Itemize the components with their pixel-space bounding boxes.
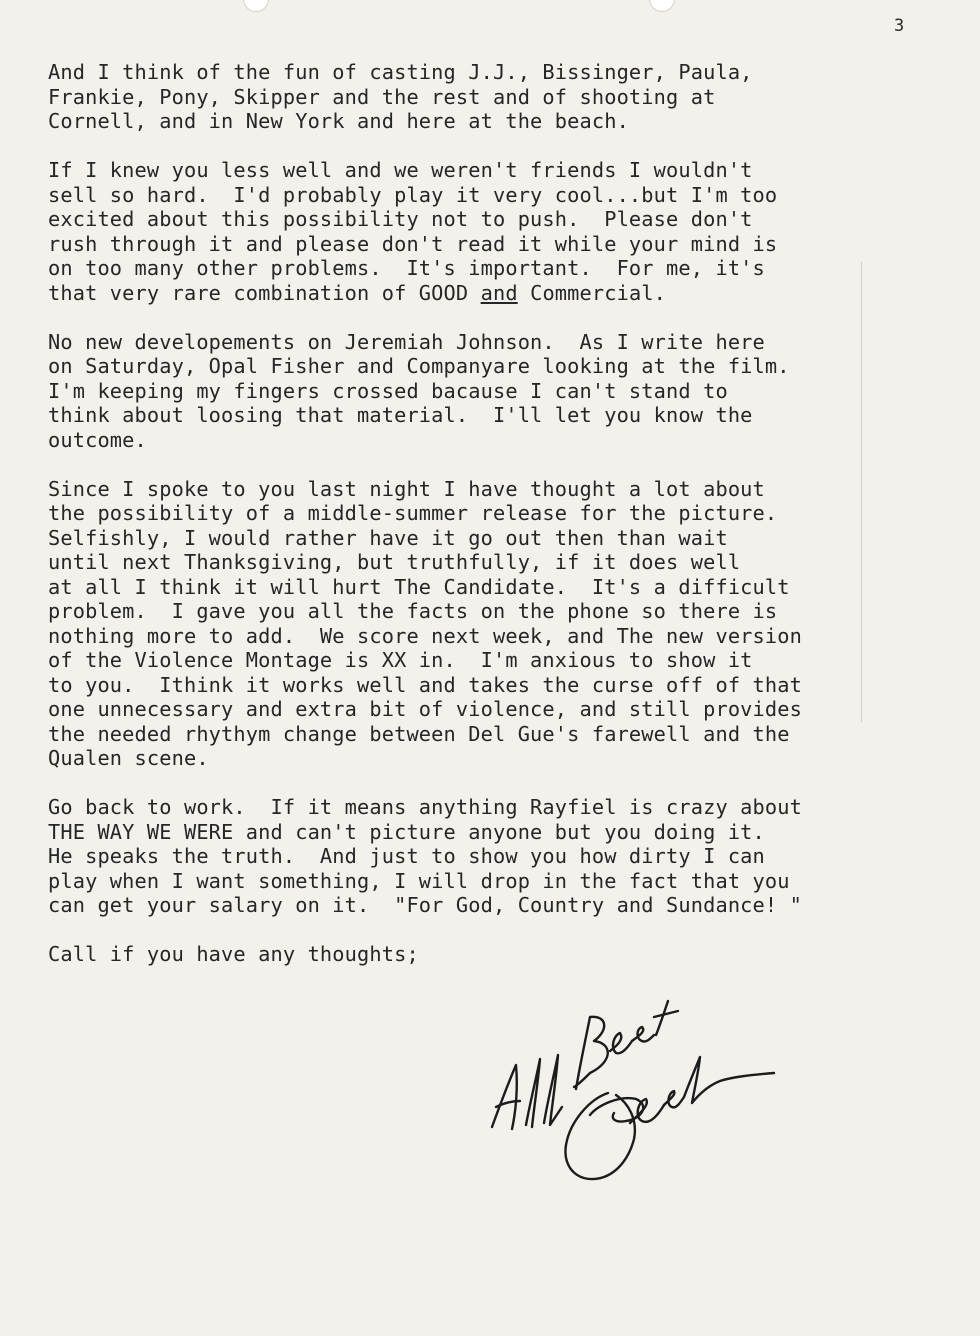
signature-stroke <box>610 1033 632 1053</box>
punch-hole-left <box>243 0 269 12</box>
text-line: on Saturday, Opal Fisher and Companyare looking at the film. <box>48 354 790 378</box>
text-line: think about loosing that material. I'll let you know the <box>48 403 753 427</box>
text-line: until next Thanksgiving, but truthfully, if it does well <box>48 550 741 574</box>
text-line: to you. Ithink it works well and takes the curse off of that <box>48 672 802 697</box>
signature-stroke <box>544 1055 562 1125</box>
text-line-underlined <box>48 281 958 306</box>
text-line: Go back to work. If it means anything Rayfiel is crazy about <box>48 795 802 819</box>
text-line: nothing more to add. We score next week, and The new version <box>48 623 802 648</box>
text-line: on too many other problems. It's important. For me, it's <box>48 256 765 280</box>
paragraph-sell <box>48 158 958 305</box>
text-line: Call if you have any thoughts; <box>48 942 419 966</box>
signature-stroke <box>574 1017 608 1089</box>
text-line: And I think of the fun of casting J.J., Bissinger, Paula, <box>48 60 753 84</box>
paragraph-back-to-work <box>48 795 958 918</box>
text-line: can get your salary on it. "For God, Country and Sundance! " <box>48 893 802 917</box>
text-line: THE WAY WE WERE and can't picture anyone but you doing it. <box>48 819 765 844</box>
text-line: I'm keeping my fingers crossed bacause I can't stand to <box>48 378 728 403</box>
paragraph-release <box>48 477 958 771</box>
signature-stroke <box>632 1027 654 1042</box>
text-line: the needed rhythym change between Del Gue's farewell and the <box>48 721 790 746</box>
signature-stroke <box>630 1099 664 1123</box>
text-line: Selfishly, I would rather have it go out then than wait <box>48 525 728 550</box>
text-segment: that very rare combination of GOOD <box>48 280 481 305</box>
text-line: one unnecessary and extra bit of violence, and still provides <box>48 697 802 721</box>
paragraph-closing <box>48 942 958 967</box>
signature-stroke <box>684 1057 774 1103</box>
paragraph-jeremiah-johnson <box>48 330 958 453</box>
text-line: sell so hard. I'd probably play it very cool...but I'm too <box>48 182 778 207</box>
underlined-word: and <box>480 280 518 305</box>
handwritten-signature <box>470 995 790 1195</box>
text-line: Since I spoke to you last night I have thought a lot about <box>48 476 765 501</box>
text-line: of the Violence Montage is XX in. I'm anxious to show it <box>48 648 753 672</box>
text-line: He speaks the truth. And just to show you how dirty I can <box>48 844 765 868</box>
signature-stroke <box>654 1011 678 1017</box>
text-line: outcome. <box>48 427 147 452</box>
text-line: play when I want something, I will drop in the fact that you <box>48 868 790 893</box>
signature-stroke <box>492 1065 517 1129</box>
signature-stroke <box>656 1001 668 1035</box>
punch-hole-right <box>649 0 675 12</box>
text-line: Qualen scene. <box>48 746 209 770</box>
paragraph-casting <box>48 60 958 134</box>
text-line: No new developements on Jeremiah Johnson. As I write here <box>48 329 765 354</box>
text-line: at all I think it will hurt The Candidate. It's a difficult <box>48 574 790 599</box>
signature-stroke <box>664 1091 684 1107</box>
letter-body <box>48 60 958 991</box>
page-number: 3 <box>894 16 905 36</box>
signature-stroke <box>526 1059 540 1127</box>
text-line: Cornell, and in New York and here at the beach. <box>48 109 629 133</box>
text-line: If I knew you less well and we weren't friends I wouldn't <box>48 158 753 182</box>
text-line: Frankie, Pony, Skipper and the rest and of shooting at <box>48 84 716 109</box>
text-line: the possibility of a middle-summer release for the picture. <box>48 501 778 525</box>
text-line: problem. I gave you all the facts on the phone so there is <box>48 599 778 623</box>
text-line: rush through it and please don't read it while your mind is <box>48 231 778 256</box>
text-line: excited about this possibility not to push. Please don't <box>48 207 753 231</box>
text-segment: Commercial. <box>517 280 667 305</box>
